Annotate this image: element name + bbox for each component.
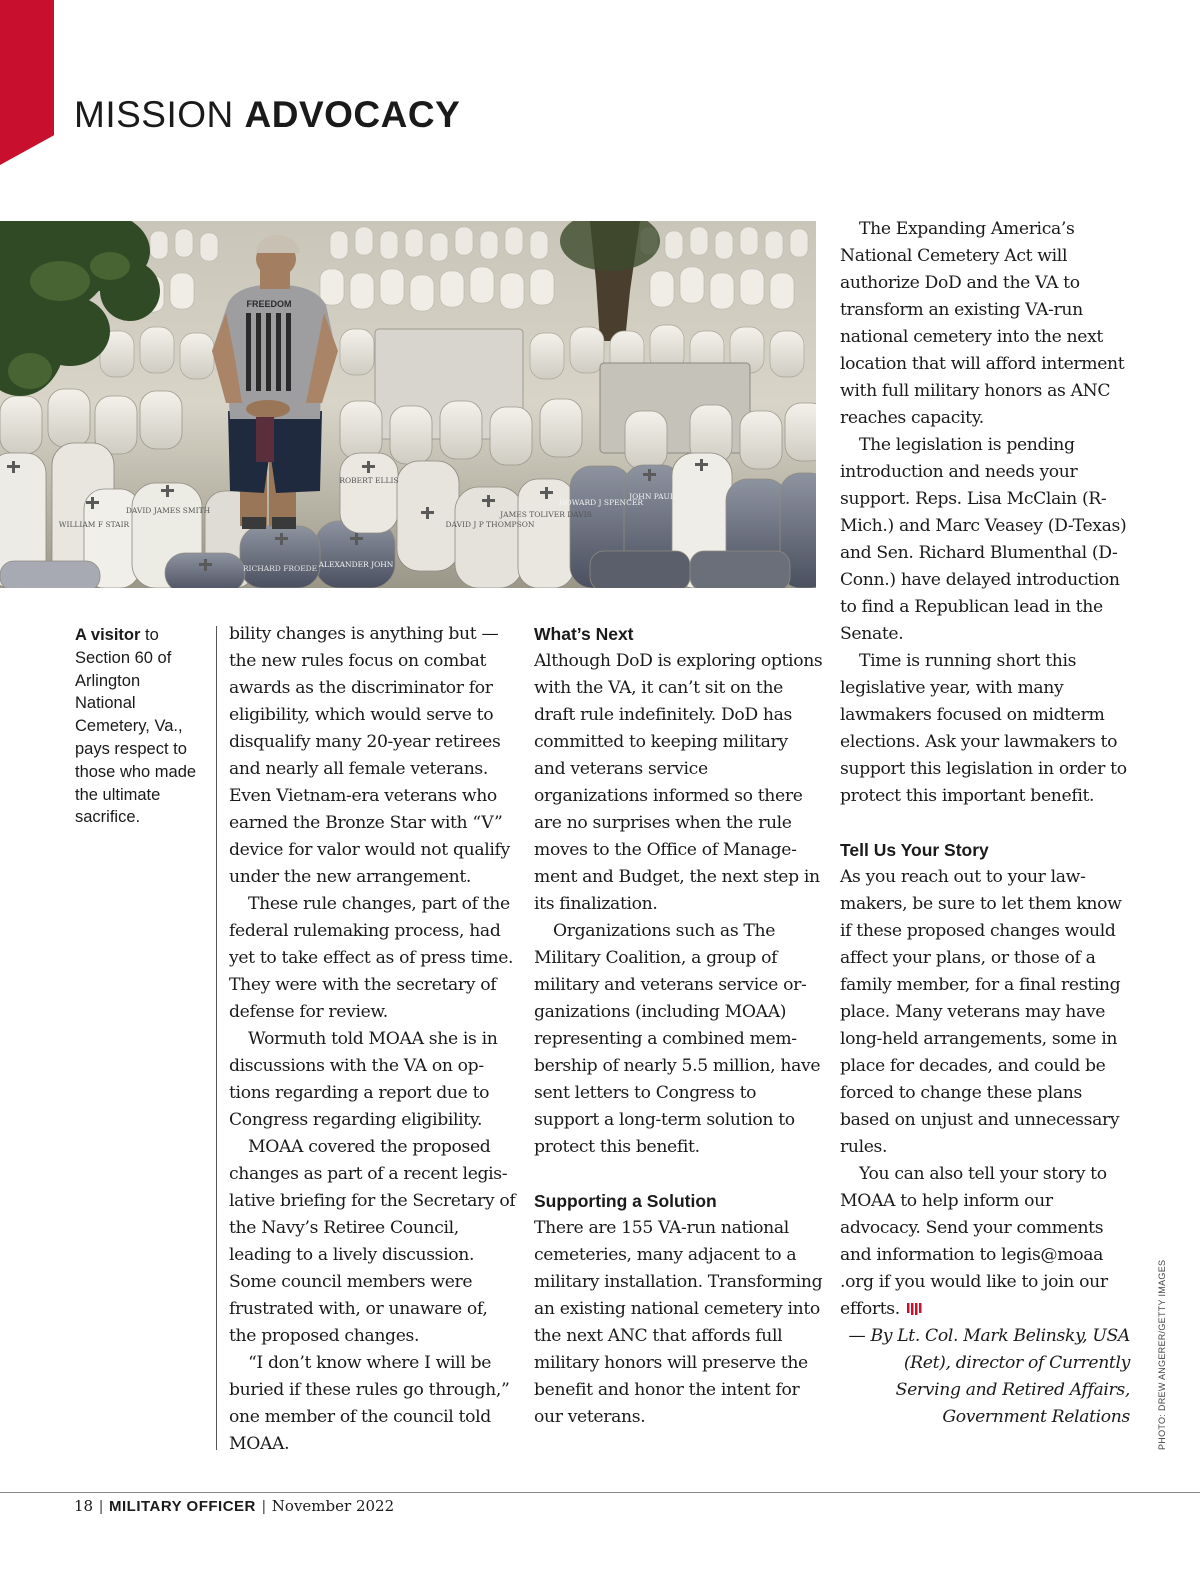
author-byline: — By Lt. Col. Mark Belinsky, USA (Ret), director of Currently Serving and Retired Affairs, Government Relations	[848, 1326, 1130, 1427]
section-header-bold: ADVOCACY	[244, 94, 461, 135]
headstone-name: JOHN PAUL	[629, 492, 675, 501]
magazine-name: MILITARY OFFICER	[109, 1498, 256, 1515]
caption-lead: A visitor	[75, 626, 141, 644]
paragraph: The Expanding America’s National Cemetery Act will authorize DoD and the VA to transform an existing VA-run national cemetery into the next location that will afford interment with full military honors as ANC reaches capacity.	[840, 219, 1125, 428]
headstone-name: DAVID J P THOMPSON	[445, 520, 535, 529]
paragraph-text: You can also tell your story to MOAA to help inform our advocacy. Send your comments and information to legis@moaa .org if you would like to join our efforts.	[840, 1164, 1108, 1319]
page-footer	[74, 1497, 394, 1516]
subhead-supporting-a-solution: Supporting a Solution	[534, 1191, 717, 1211]
paragraph: As you reach out to your lawmakers, be sure to let them know if these proposed changes would affect your plans, or those of a family member, for a final resting place. Many veterans may have long-held arrangements, some in place for decades, and could be forced to change these plans based on unjust and unnecessary rules.	[840, 867, 1122, 1157]
photo-credit: PHOTO: DREW ANGERER/GETTY IMAGES	[1157, 1259, 1167, 1450]
headstone-name: ROBERT ELLIS	[339, 476, 399, 485]
article-column-3	[840, 216, 1130, 1431]
section-color-tab	[0, 0, 54, 165]
section-header-light: MISSION	[74, 94, 234, 135]
headstone-name: DAVID JAMES SMITH	[125, 506, 211, 515]
shirt-print: FREEDOM	[246, 299, 292, 309]
paragraph: “I don’t know where I will be buried if these rules go through,” one member of the council told MOAA.	[229, 1353, 510, 1454]
photo-caption	[75, 624, 200, 829]
paragraph: MOAA covered the proposed changes as part of a recent legislative briefing for the Secretary of the Navy’s Retiree Council, leading to a lively discussion. Some council members were frustrated with, or unaware of, the proposed changes.	[229, 1137, 516, 1346]
headstone-name: JAMES TOLIVER DAVIS	[500, 510, 592, 519]
paragraph-with-endmark	[840, 1161, 1130, 1323]
paragraph: The legislation is pending introduction and needs your support. Reps. Lisa McClain (R-Mich.) and Marc Veasey (D-Texas) and Sen. Richard Blumenthal (D-Conn.) have delayed introduction to find a Republican lead in the Senate.	[840, 435, 1127, 644]
headstone-name: ALEXANDER JOHN	[318, 560, 394, 569]
paragraph: Time is running short this legislative year, with many lawmakers focused on midterm elections. Ask your lawmakers to support this legislation in order to protect this important benefit.	[840, 651, 1127, 806]
section-header	[74, 94, 460, 136]
paragraph: There are 155 VA-run national cemeteries, many adjacent to a military installation. Transforming an existing national cemetery into the next ANC that affords full military honors will preserve the benefit and honor the intent for our veterans.	[534, 1218, 823, 1427]
headstone-name: WILLIAM F STAIR	[58, 520, 130, 529]
footer-rule	[0, 1492, 1200, 1493]
paragraph: bility changes is anything but — the new rules focus on combat awards as the discriminator for eligibility, which would serve to disqualify many 20-year retirees and nearly all female veterans. Even Vietnam-era veterans who earned the Bronze Star with “V” device for valor would not qualify under the new arrangement.	[229, 624, 510, 887]
subhead-tell-us-your-story: Tell Us Your Story	[840, 840, 989, 860]
cemetery-photo	[0, 221, 816, 588]
footer-separator: |	[99, 1498, 103, 1515]
spacer	[840, 810, 1130, 837]
footer-separator: |	[261, 1498, 266, 1515]
headstone-name: HOWARD J SPENCER	[559, 498, 643, 507]
article-column-2	[534, 621, 824, 1431]
column-divider	[216, 626, 217, 1450]
article-column-1	[229, 621, 519, 1458]
paragraph: Wormuth told MOAA she is in discussions with the VA on options regarding a report due to Congress regarding eligibility.	[229, 1029, 498, 1130]
subhead-whats-next: What’s Next	[534, 624, 634, 644]
issue-date: November 2022	[271, 1497, 395, 1515]
spacer	[534, 1161, 824, 1188]
page-number: 18	[74, 1497, 94, 1515]
paragraph: Organizations such as The Military Coalition, a group of military and veterans service organizations (including MOAA) representing a combined membership of nearly 5.5 million, have sent letters to Congress to support a long-term solution to protect this benefit.	[534, 921, 821, 1157]
moaa-endmark-icon	[906, 1303, 924, 1317]
caption-text: to Section 60 of Arlington National Cemetery, Va., pays respect to those who made the ultimate sacrifice.	[75, 626, 197, 827]
paragraph: These rule changes, part of the federal rulemaking process, had yet to take effect as of press time. They were with the secretary of defense for review.	[229, 894, 514, 1022]
paragraph: Although DoD is exploring options with the VA, it can’t sit on the draft rule indefinitely. DoD has committed to keeping military and veterans service organizations informed so there are no surprises when the rule moves to the Office of Management and Budget, the next step in its finalization.	[534, 651, 823, 914]
headstone-name: RICHARD FROEDE	[242, 564, 318, 573]
